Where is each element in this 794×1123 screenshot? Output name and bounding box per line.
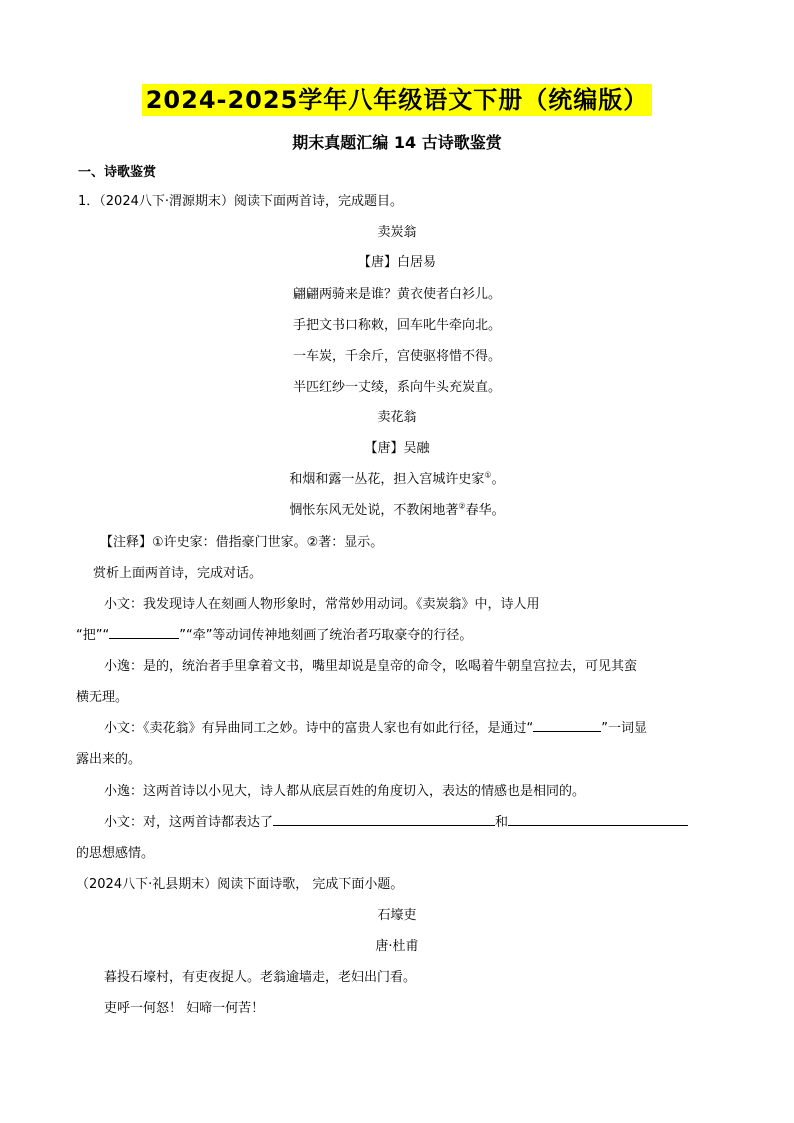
poem2-line-2-text: 惆怅东风无处说，不教闲地著 <box>289 503 459 518</box>
section-heading: 一、诗歌鉴赏 <box>78 165 157 180</box>
poem1-line-2: 手把文书口称敕，回车叱牛牵向北。 <box>292 318 501 333</box>
poem1-line-3: 一车炭，千余斤，宫使驱将惜不得。 <box>292 349 501 364</box>
title-highlight: 2024-2025学年八年级语文下册（统编版） <box>142 84 653 116</box>
page-subtitle: 期末真题汇编 14 古诗歌鉴赏 <box>292 133 502 152</box>
poem2-author: 【唐】吴融 <box>364 441 430 456</box>
dialog-1-suffix: ”“牵”等动词传神地刻画了统治者巧取豪夺的行径。 <box>179 628 473 643</box>
question-1-intro: 1．（2024八下·渭源期末）阅读下面两首诗，完成题目。 <box>78 194 403 209</box>
dialog-5-prefix: 小文：对，这两首诗都表达了 <box>104 815 274 830</box>
footnote-marker-1: ① <box>484 470 492 480</box>
poem2-title: 卖花翁 <box>377 410 417 425</box>
dialog-5-line-2: 的思想感情。 <box>76 846 155 861</box>
dialog-5-and: 和 <box>495 815 509 830</box>
dialog-3-suffix: ”一词显 <box>601 721 647 736</box>
dialog-2-line-2: 横无理。 <box>76 690 129 705</box>
poem3-title: 石壕吏 <box>377 908 417 923</box>
dialog-1-line-1: 小文：我发现诗人在刻画人物形象时，常常妙用动词。《卖炭翁》中，诗人用 <box>104 597 540 612</box>
footnote-marker-2: ② <box>458 501 466 511</box>
dialog-3-prefix: 小文：《卖花翁》有异曲同工之妙。诗中的富贵人家也有如此行径，是通过“ <box>104 721 534 736</box>
poem1-author: 【唐】白居易 <box>357 255 436 270</box>
answer-blank-emotion-2[interactable] <box>508 811 688 826</box>
poem2-line-2 <box>0 499 794 518</box>
poem3-line-2: 吏呼一何怒！ 妇啼一何苦！ <box>104 1001 265 1016</box>
dialog-1-line-2 <box>76 624 472 643</box>
dialog-1-prefix: “把”“ <box>76 628 110 643</box>
poem2-line-1-end: 。 <box>491 472 505 487</box>
poem2-line-2-end: 春华。 <box>465 503 505 518</box>
dialog-4: 小逸：这两首诗以小见大，诗人都从底层百姓的角度切入，表达的情感也是相同的。 <box>104 784 586 799</box>
question-2-intro: （2024八下·礼县期末）阅读下面诗歌， 完成下面小题。 <box>76 877 404 892</box>
dialog-3-line-2: 露出来的。 <box>76 752 142 767</box>
page-title <box>0 80 794 115</box>
poem1-title: 卖炭翁 <box>377 225 417 240</box>
answer-blank-emotion-1[interactable] <box>273 811 495 826</box>
poem1-line-4: 半匹红纱一丈绫，系向牛头充炭直。 <box>292 380 501 395</box>
poem2-line-1-text: 和烟和露一丛花，担入宫城许史家 <box>289 472 485 487</box>
answer-blank-verb[interactable] <box>109 624 179 639</box>
dialog-3-line-1 <box>104 717 647 736</box>
dialog-5-line-1 <box>104 811 688 830</box>
answer-blank-word[interactable] <box>533 717 601 732</box>
poem3-line-1: 暮投石壕村，有吏夜捉人。老翁逾墙走，老妇出门看。 <box>104 970 417 985</box>
dialog-2-line-1: 小逸：是的，统治者手里拿着文书，嘴里却说是皇帝的命令，吆喝着牛朝皇宫拉去，可见其蛮 <box>104 659 638 674</box>
poem2-line-1 <box>0 468 794 487</box>
annotation-note: 【注释】①许史家：借指豪门世家。②著：显示。 <box>100 535 384 550</box>
task-instruction: 赏析上面两首诗，完成对话。 <box>93 566 263 581</box>
poem3-author: 唐·杜甫 <box>375 939 419 954</box>
poem1-line-1: 翩翩两骑来是谁？黄衣使者白衫儿。 <box>292 287 501 302</box>
